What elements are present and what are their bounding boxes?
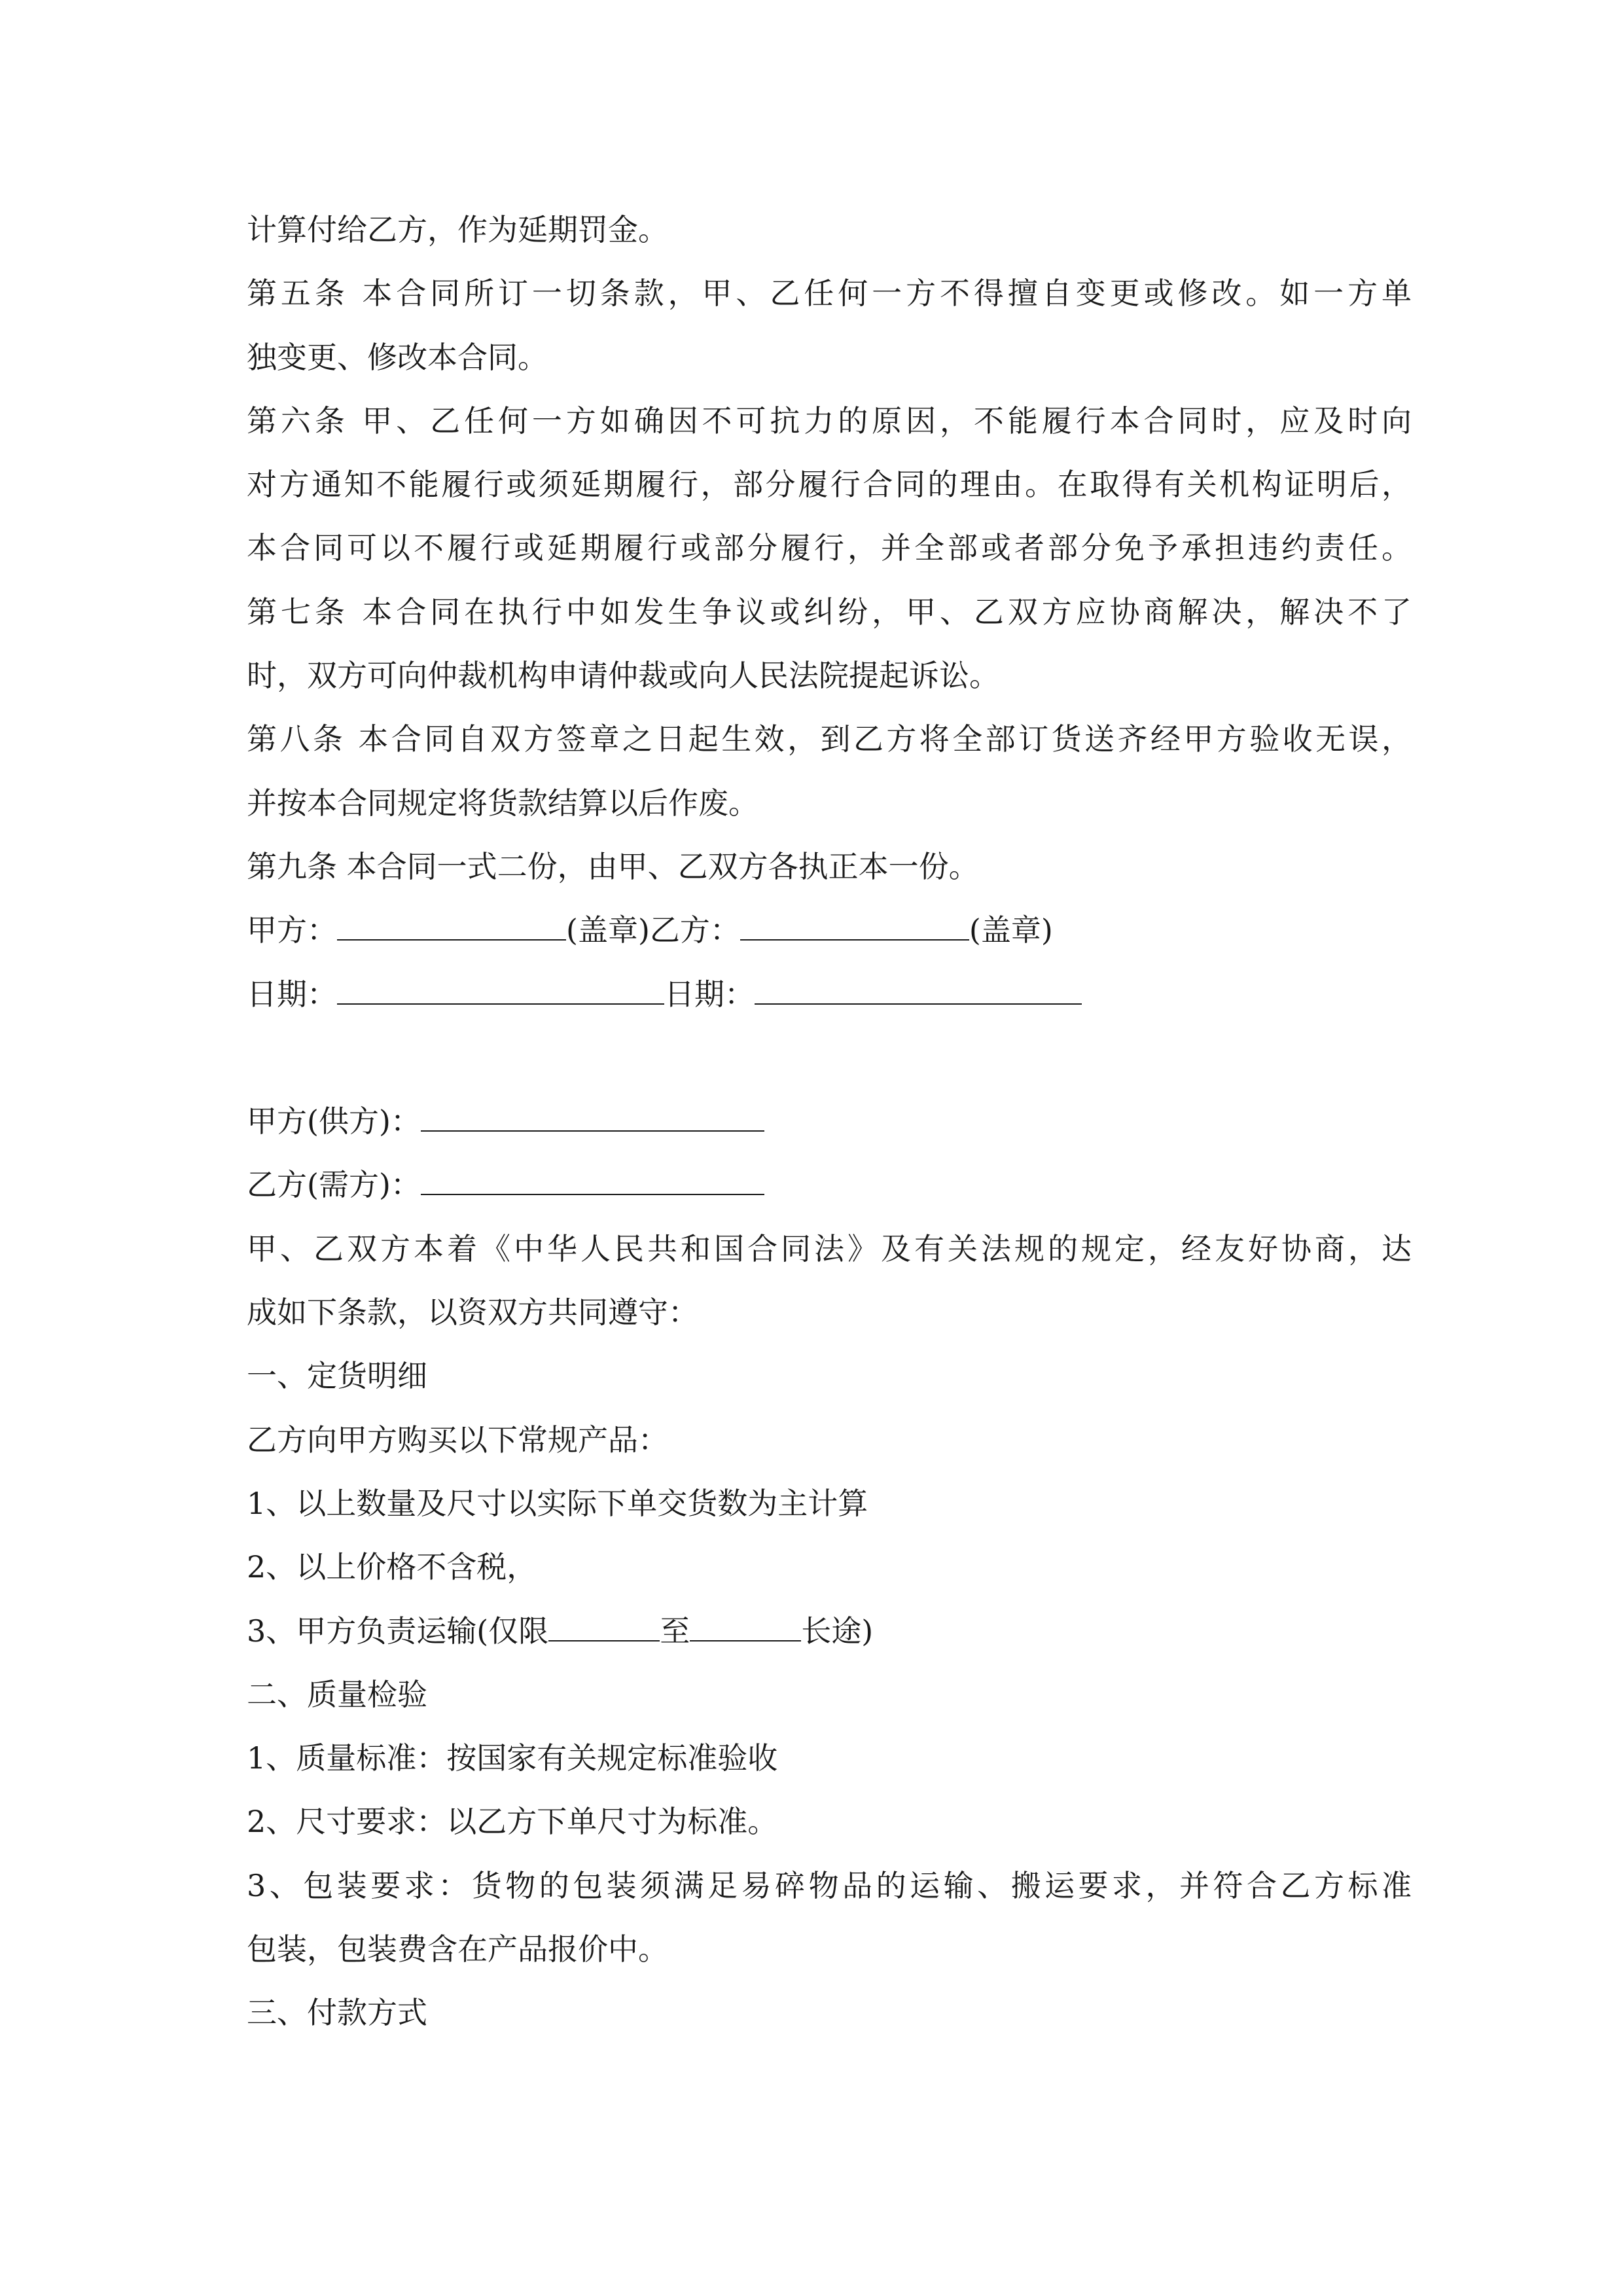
signature-line — [247, 899, 1412, 962]
supplier-line — [247, 1090, 1412, 1153]
section-heading-order-details: 一、定货明细 — [247, 1358, 427, 1394]
party-a-stamp: (盖章) — [566, 912, 650, 948]
order-intro-line: 乙方向甲方购买以下常规产品： — [247, 1422, 668, 1458]
clause-8-line-2: 并按本合同规定将货款结算以后作废。 — [247, 785, 758, 821]
party-b-label: 乙方： — [649, 912, 740, 948]
buyer-label: 乙方(需方)： — [247, 1167, 421, 1203]
clause-5-line-2: 独变更、修改本合同。 — [247, 339, 548, 375]
date-line — [247, 963, 1412, 1026]
clause-8-line-1: 第八条 本合同自双方签章之日起生效，到乙方将全部订货送齐经甲方验收无误， — [247, 721, 1412, 757]
quality-item-3-line-1: 3、包装要求：货物的包装须满足易碎物品的运输、搬运要求，并符合乙方标准 — [247, 1867, 1412, 1903]
section-heading-quality: 二、质量检验 — [247, 1676, 427, 1712]
text-line: 计算付给乙方，作为延期罚金。 — [247, 212, 668, 247]
party-b-signature-blank[interactable] — [740, 909, 969, 941]
supplier-blank[interactable] — [421, 1100, 764, 1132]
transport-to-blank[interactable] — [690, 1610, 801, 1641]
section-heading-payment: 三、付款方式 — [247, 1995, 427, 2031]
party-a-signature-blank[interactable] — [337, 909, 566, 941]
section-gap — [247, 1026, 1412, 1090]
preamble-line-2: 成如下条款，以资双方共同遵守： — [247, 1295, 698, 1331]
clause-6-line-1: 第六条 甲、乙任何一方如确因不可抗力的原因，不能履行本合同时，应及时向 — [247, 403, 1412, 439]
transport-from-blank[interactable] — [548, 1610, 660, 1641]
party-b-stamp: (盖章) — [969, 912, 1053, 948]
date-a-blank[interactable] — [337, 973, 664, 1005]
transport-prefix: 3、甲方负责运输(仅限 — [247, 1613, 549, 1649]
order-item-2: 2、以上价格不含税， — [247, 1549, 537, 1585]
order-item-1: 1、以上数量及尺寸以实际下单交货数为主计算 — [247, 1485, 868, 1521]
clause-6-line-3: 本合同可以不履行或延期履行或部分履行，并全部或者部分免予承担违约责任。 — [247, 530, 1412, 566]
date-b-label: 日期： — [664, 976, 755, 1012]
preamble-line-1: 甲、乙双方本着《中华人民共和国合同法》及有关法规的规定，经友好协商，达 — [247, 1230, 1412, 1266]
quality-item-1: 1、质量标准：按国家有关规定标准验收 — [247, 1740, 778, 1776]
order-item-3 — [247, 1600, 1412, 1663]
clause-5-line-1: 第五条 本合同所订一切条款，甲、乙任何一方不得擅自变更或修改。如一方单 — [247, 276, 1412, 312]
quality-item-2: 2、尺寸要求：以乙方下单尺寸为标准。 — [247, 1804, 778, 1840]
buyer-line — [247, 1153, 1412, 1217]
clause-7-line-2: 时，双方可向仲裁机构申请仲裁或向人民法院提起诉讼。 — [247, 658, 999, 694]
party-a-label: 甲方： — [247, 912, 337, 948]
date-b-blank[interactable] — [755, 973, 1082, 1005]
buyer-blank[interactable] — [421, 1164, 764, 1195]
date-a-label: 日期： — [247, 976, 337, 1012]
transport-suffix: 长途) — [801, 1613, 874, 1649]
supplier-label: 甲方(供方)： — [247, 1103, 421, 1139]
quality-item-3-line-2: 包装，包装费含在产品报价中。 — [247, 1931, 668, 1967]
clause-6-line-2: 对方通知不能履行或须延期履行，部分履行合同的理由。在取得有关机构证明后， — [247, 467, 1412, 503]
clause-9-line: 第九条 本合同一式二份，由甲、乙双方各执正本一份。 — [247, 848, 979, 884]
clause-7-line-1: 第七条 本合同在执行中如发生争议或纠纷，甲、乙双方应协商解决，解决不了 — [247, 594, 1412, 630]
transport-to-label: 至 — [660, 1613, 690, 1649]
document-body — [247, 198, 1412, 2045]
